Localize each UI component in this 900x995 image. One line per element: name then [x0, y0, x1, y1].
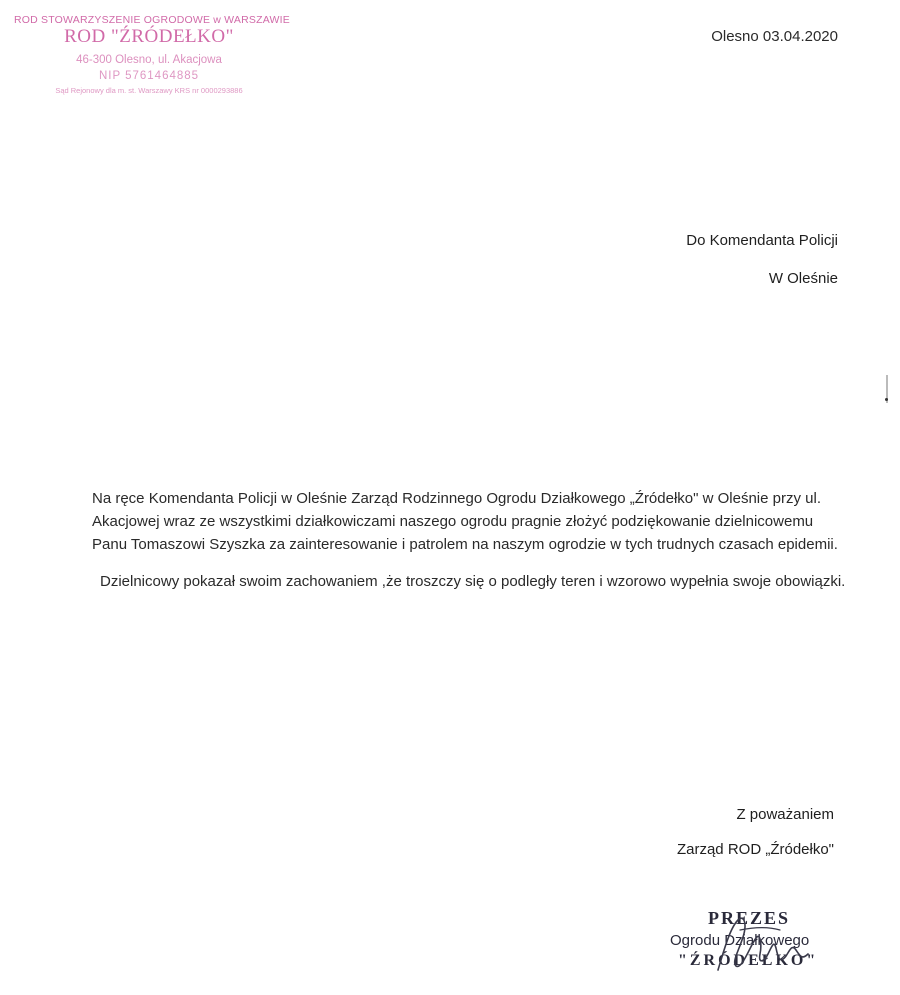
addressee-line-2: W Oleśnie [768, 270, 838, 287]
president-stamp [650, 908, 870, 988]
letter-body [92, 487, 852, 593]
stamp-line-nip: NIP 5761464885 [98, 70, 200, 82]
president-stamp-title: PREZES [708, 908, 791, 928]
closing-block [677, 806, 834, 858]
president-stamp-line-3: "ŹRÓDEŁKO" [678, 952, 819, 969]
closing-signatory: Zarząd ROD „Źródełko" [676, 841, 834, 858]
stamp-line-court: Sąd Rejonowy dla m. st. Warszawy KRS nr 0000293886 [55, 86, 243, 95]
handwritten-signature [710, 910, 820, 985]
body-paragraph-1: Na ręce Komendanta Policji w Oleśnie Zarząd Rodzinnego Ogrodu Działkowego „Źródełko" w Oleśnie przy ul. Akacjowej wraz ze wszystkimi działkowiczami naszego ogrodu pragnie złożyć podziękowanie dzielnicowemu Panu Tomaszowi Szyszka za zainteresowanie i patrolem na naszym ogrodzie w tych trudnych czasach epidemii. [92, 490, 838, 553]
stamp-line-association: ROD STOWARZYSZENIE OGRODOWE w WARSZAWIE [14, 14, 290, 26]
scan-speck [885, 398, 888, 401]
letter-date: Olesno 03.04.2020 [711, 28, 838, 45]
organization-stamp [14, 14, 290, 95]
stamp-line-address: 46-300 Olesno, ul. Akacjowa [76, 54, 222, 66]
body-paragraph-2: Dzielnicowy pokazał swoim zachowaniem ,że troszczy się o podległy teren i wzorowo wypełnia swoje obowiązki. [100, 573, 846, 590]
addressee-block [686, 232, 838, 287]
addressee-line-1: Do Komendanta Policji [686, 232, 838, 249]
president-stamp-line-2: Ogrodu Działkowego [670, 932, 810, 949]
closing-salutation: Z poważaniem [736, 806, 834, 823]
stamp-line-name: ROD "ŹRÓDEŁKO" [64, 26, 234, 47]
